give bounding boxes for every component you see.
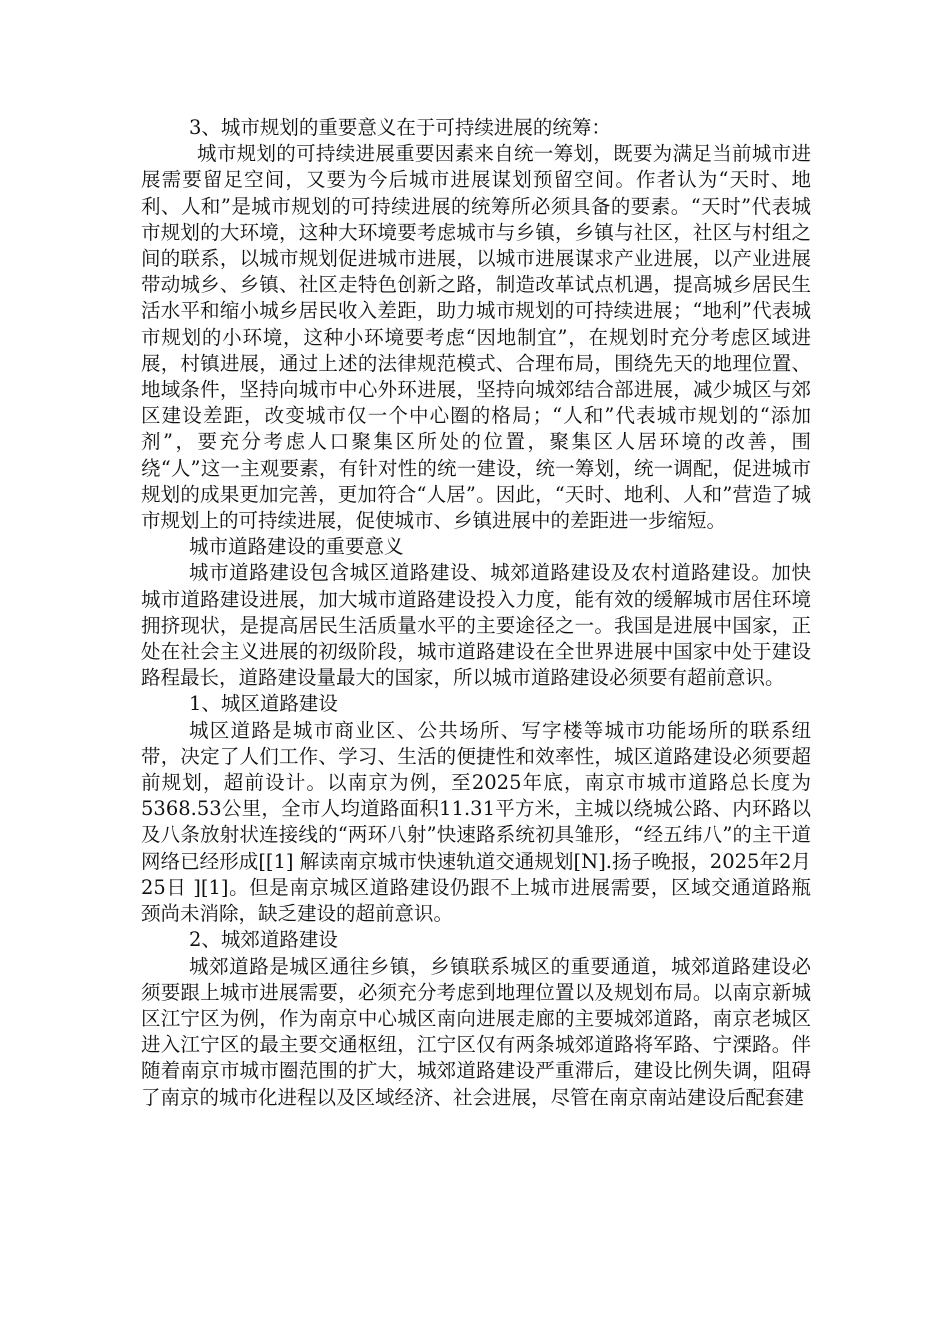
body-paragraph: 城市道路建设包含城区道路建设、城郊道路建设及农村道路建设。加快城市道路建设进展，加大城市道路建设投入力度，能有效的缓解城市居住环境拥挤现状，是提高居民生活质量水平的主要途径之一。我国是进展中国家，正处在社会主义进展的初级阶段，城市道路建设在全世界进展中国家中处于建设路程最长，道路建设量最大的国家，所以城市道路建设必须要有超前意识。: [141, 561, 811, 690]
section-heading: 2、城郊道路建设: [189, 928, 338, 952]
body-paragraph: 城郊道路是城区通往乡镇，乡镇联系城区的重要通道，城郊道路建设必须要跟上城市进展需要，必须充分考虑到地理位置以及规划布局。以南京新城区江宁区为例，作为南京中心城区南向进展走廊的主要城郊道路，南京老城区进入江宁区的最主要交通枢纽，江宁区仅有两条城郊道路将军路、宁溧路。伴随着南京市城市圈范围的扩大，城郊道路建设严重滞后，建设比例失调，阻碍了南京的城市化进程以及区域经济、社会进展，尽管在南京南站建设后配套建: [141, 954, 811, 1109]
body-paragraph: 城市规划的可持续进展重要因素来自统一筹划，既要为满足当前城市进展需要留足空间，又要为今后城市进展谋划预留空间。作者认为“天时、地利、人和”是城市规划的可持续进展的统筹所必须具备的要素。“天时”代表城市规划的大环境，这种大环境要考虑城市与乡镇，乡镇与社区，社区与村组之间的联系，以城市规划促进城市进展，以城市进展谋求产业进展，以产业进展带动城乡、乡镇、社区走特色创新之路，制造改革试点机遇，提高城乡居民生活水平和缩小城乡居民收入差距，助力城市规划的可持续进展；“地利”代表城市规划的小环境，这种小环境要考虑“因地制宜”，在规划时充分考虑区域进展，村镇进展，通过上述的法律规范模式、合理布局，围绕先天的地理位置、地域条件，坚持向城市中心外环进展，坚持向城郊结合部进展，减少城区与郊区建设差距，改变城市仅一个中心圈的格局；“人和”代表城市规划的“添加剂”，要充分考虑人口聚集区所处的位置，聚集区人居环境的改善，围绕“人”这一主观要素，有针对性的统一建设，统一筹划，统一调配，促进城市规划的成果更加完善，更加符合“人居”。因此，“天时、地利、人和”营造了城市规划上的可持续进展，促使城市、乡镇进展中的差距进一步缩短。: [141, 142, 811, 533]
body-paragraph: 城区道路是城市商业区、公共场所、写字楼等城市功能场所的联系纽带，决定了人们工作、学习、生活的便捷性和效率性，城区道路建设必须要超前规划，超前设计。以南京为例，至2025年底，南京市城市道路总长度为5368.53公里，全市人均道路面积11.31平方米，主城以绕城公路、内环路以及八条放射状连接线的“两环八射”快速路系统初具雏形，“经五纬八”的主干道网络已经形成[[1] 解读南京城市快速轨道交通规划[N].扬子晚报，2025年2月25日 ][1]。但是南京城区道路建设仍跟不上城市进展需要，区域交通道路瓶颈尚未消除，缺乏建设的超前意识。: [141, 718, 811, 926]
section-heading: 城市道路建设的重要意义: [189, 535, 404, 559]
section-heading: 1、城区道路建设: [189, 692, 338, 716]
section-heading: 3、城市规划的重要意义在于可持续进展的统筹：: [189, 116, 611, 139]
document-page: [141, 115, 811, 1111]
